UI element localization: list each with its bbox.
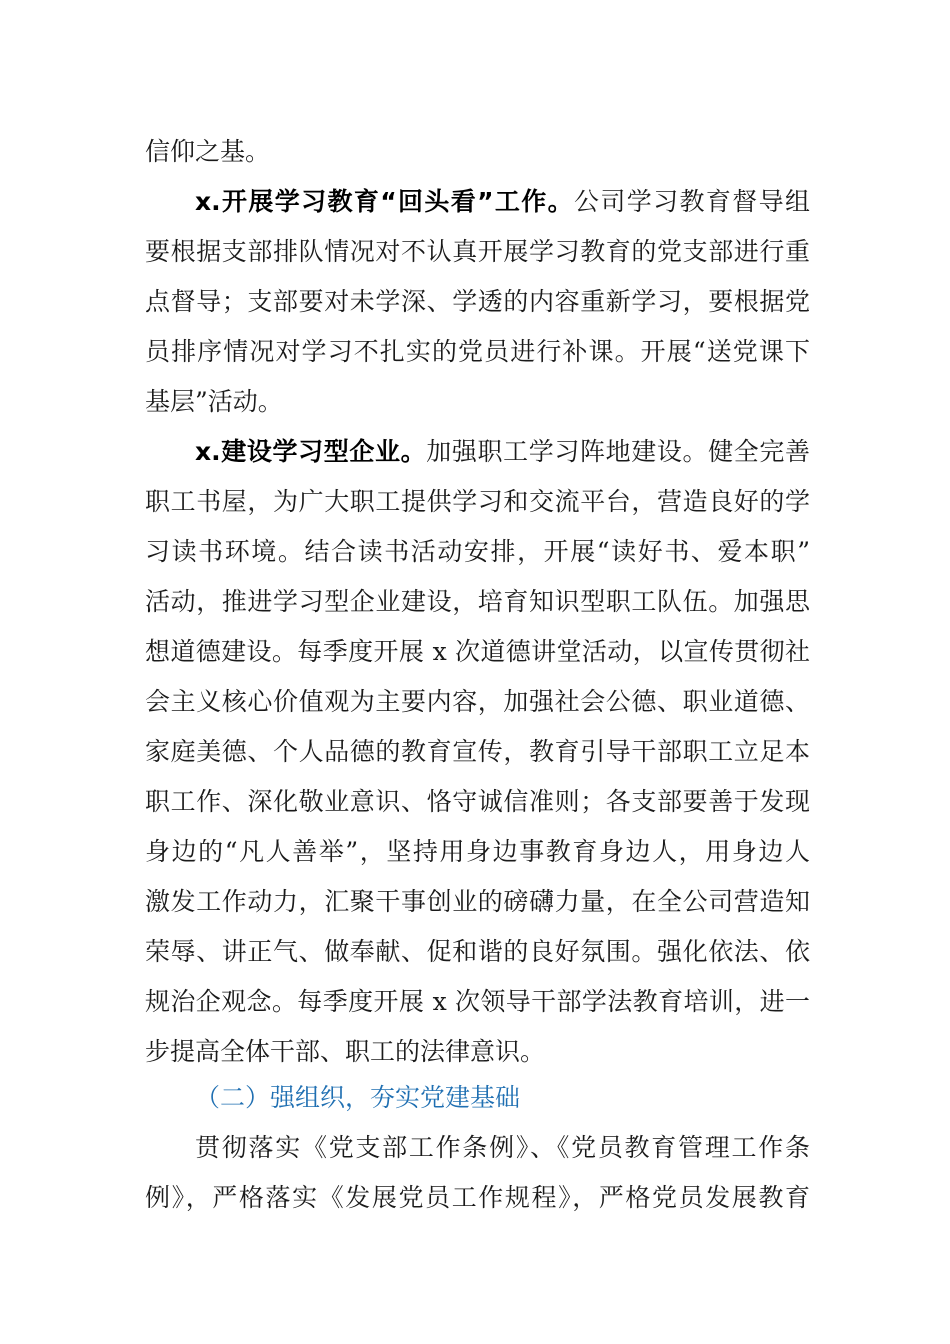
paragraph-line: 激发工作动力，汇聚干事创业的磅礴力量，在全公司营造知 [145, 887, 810, 916]
paragraph-line: 点督导；支部要对未学深、学透的内容重新学习，要根据党 [145, 287, 810, 316]
paragraph-line: 规治企观念。每季度开展 x 次领导干部学法教育培训，进一 [145, 987, 810, 1016]
paragraph-line: 习读书环境。结合读书活动安排，开展“读好书、爱本职” [145, 537, 810, 566]
paragraph-line: 基层”活动。 [145, 387, 283, 416]
paragraph-line: 家庭美德、个人品德的教育宣传，教育引导干部职工立足本 [145, 737, 810, 766]
paragraph-line: 要根据支部排队情况对不认真开展学习教育的党支部进行重 [145, 237, 810, 266]
paragraph-line [195, 437, 810, 467]
paragraph-line [195, 187, 810, 217]
paragraph-title: x.开展学习教育“回头看”工作。 [195, 187, 575, 216]
paragraph-line: 会主义核心价值观为主要内容，加强社会公德、职业道德、 [145, 687, 810, 716]
paragraph-line: 职工书屋，为广大职工提供学习和交流平台，营造良好的学 [145, 487, 810, 516]
paragraph-text: 公司学习教育督导组 [574, 187, 810, 216]
paragraph-line: 贯彻落实《党支部工作条例》、《党员教育管理工作条 [195, 1133, 810, 1162]
paragraph-line: 步提高全体干部、职工的法律意识。 [145, 1037, 546, 1066]
paragraph-line: 职工作、深化敬业意识、恪守诚信准则；各支部要善于发现 [145, 787, 810, 816]
paragraph-line: 员排序情况对学习不扎实的党员进行补课。开展“送党课下 [145, 337, 810, 366]
paragraph-text: 加强职工学习阵地建设。健全完善 [426, 437, 810, 466]
paragraph-line: 信仰之基。 [145, 137, 271, 166]
paragraph-line: 荣辱、讲正气、做奉献、促和谐的良好氛围。强化依法、依 [145, 937, 810, 966]
paragraph-line: 活动，推进学习型企业建设，培育知识型职工队伍。加强思 [145, 587, 810, 616]
paragraph-line: 例》，严格落实《发展党员工作规程》，严格党员发展教育 [145, 1183, 810, 1212]
section-heading: （二）强组织，夯实党建基础 [195, 1083, 521, 1112]
paragraph-line: 想道德建设。每季度开展 x 次道德讲堂活动，以宣传贯彻社 [145, 637, 810, 666]
paragraph-title: x.建设学习型企业。 [195, 437, 427, 466]
paragraph-line: 身边的“凡人善举”，坚持用身边事教育身边人，用身边人 [145, 837, 810, 866]
